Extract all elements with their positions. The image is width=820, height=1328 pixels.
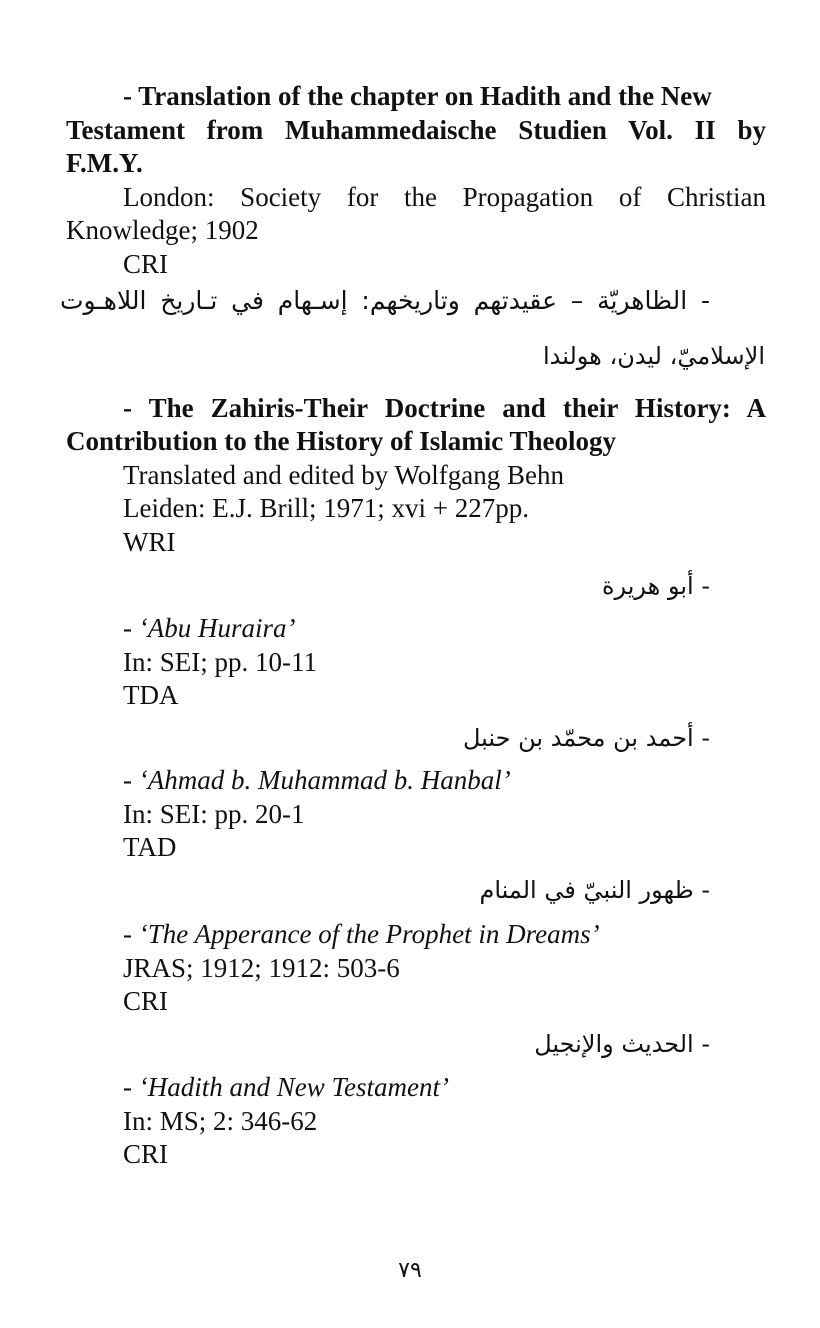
entry-title: F.M.Y.	[66, 148, 143, 178]
entry-title: Contribution to the History of Islamic Theology	[66, 426, 617, 456]
entry-source: In: SEI; pp. 10-11	[123, 647, 317, 677]
entry-source: JRAS; 1912; 1912: 503-6	[123, 953, 400, 983]
entry-publication: Leiden: E.J. Brill; 1971; xvi + 227pp.	[123, 493, 529, 523]
entry-title: - ‘Hadith and New Testament’	[123, 1072, 449, 1102]
entry-title: - Translation of the chapter on Hadith and the New	[123, 81, 712, 111]
entry-arabic-title: - أحمد بن محمّد بن حنبل	[463, 724, 710, 752]
entry-code: WRI	[123, 527, 176, 557]
entry-arabic-title: - أبو هريرة	[601, 572, 710, 600]
entry-title: - The Zahiris-Their Doctrine and their History: A	[123, 393, 766, 423]
entry-arabic-title: - الحديث والإنجيل	[534, 1030, 710, 1058]
entry-publication: Knowledge; 1902	[66, 215, 259, 245]
entry-arabic-title: - ظهور النبيّ في المنام	[479, 876, 710, 904]
entry-code: CRI	[123, 249, 169, 279]
entry-code: TDA	[123, 680, 179, 710]
entry-arabic-title: الإسلاميّ، ليدن، هولندا	[542, 342, 765, 370]
entry-title: Testament from Muhammedaische Studien Vol. II by	[66, 115, 766, 145]
entry-code: TAD	[123, 832, 177, 862]
entry-code: CRI	[123, 986, 169, 1016]
entry-source: In: MS; 2: 346-62	[123, 1106, 318, 1136]
entry-title: - ‘Ahmad b. Muhammad b. Hanbal’	[123, 765, 511, 795]
entry-arabic-title: - الظاهريّة – عقيدتهم وتاريخهم: إسـهام في تـاريخ اللاهـوت	[60, 286, 710, 315]
entry-publication: London: Society for the Propagation of Christian	[123, 182, 766, 212]
entry-title: - ‘The Apperance of the Prophet in Dreams’	[123, 919, 600, 949]
entry-code: CRI	[123, 1139, 169, 1169]
entry-source: In: SEI: pp. 20-1	[123, 799, 305, 829]
entry-title: - ‘Abu Huraira’	[123, 613, 296, 643]
entry-translator: Translated and edited by Wolfgang Behn	[123, 460, 565, 490]
page-number: ٧٩	[398, 1258, 422, 1283]
